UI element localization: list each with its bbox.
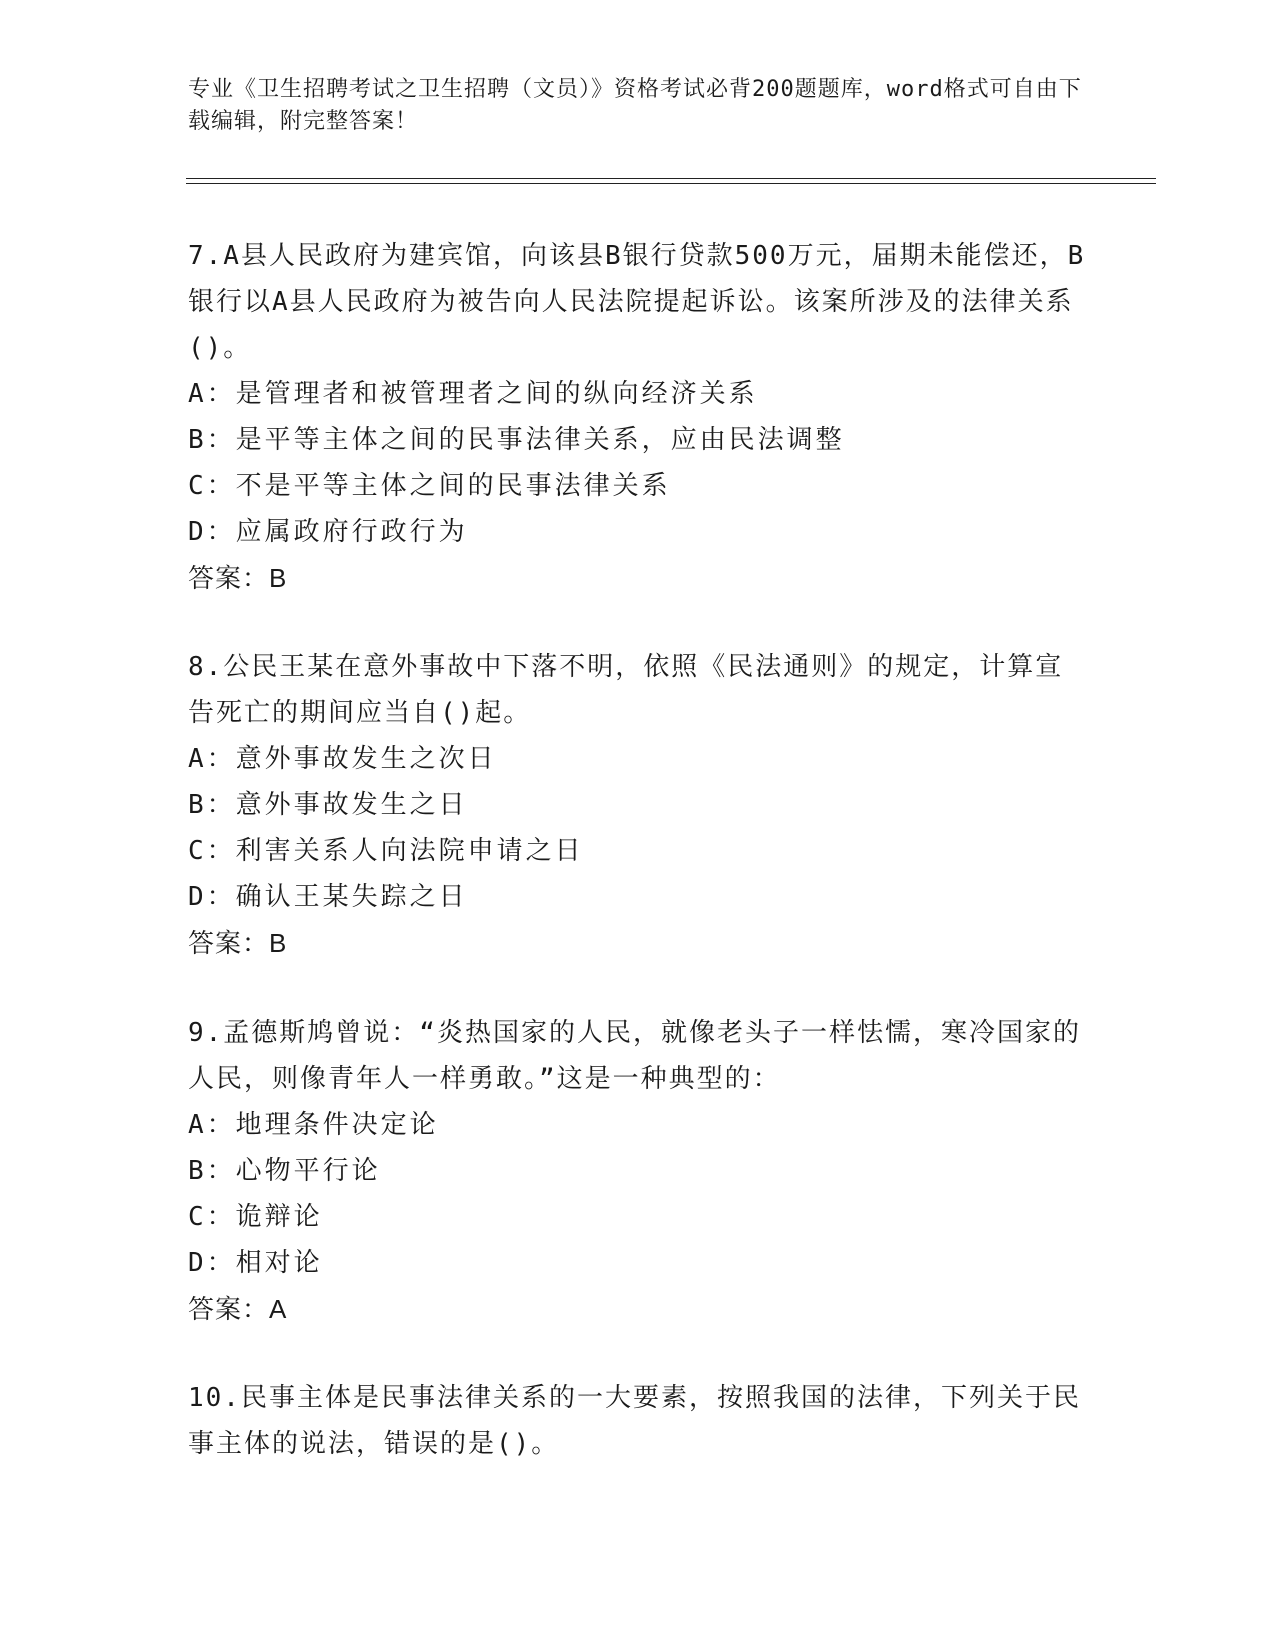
option-b: B：意外事故发生之日 (188, 790, 468, 820)
answer: 答案：A (188, 1294, 288, 1324)
question-9 (188, 1010, 1088, 1332)
option-c: C：诡辩论 (188, 1202, 323, 1232)
header-divider-bottom (186, 183, 1156, 184)
option-d: D：确认王某失踪之日 (188, 882, 468, 912)
option-a: A：是管理者和被管理者之间的纵向经济关系 (188, 379, 758, 409)
document-header: 专业《卫生招聘考试之卫生招聘（文员）》资格考试必背200题题库，word格式可自由下载编辑，附完整答案！ (188, 77, 1082, 134)
option-c: C：利害关系人向法院申请之日 (188, 836, 584, 866)
option-b: B：心物平行论 (188, 1156, 381, 1186)
question-text: 10.民事主体是民事法律关系的一大要素，按照我国的法律，下列关于民事主体的说法，错误的是()。 (188, 1383, 1081, 1459)
option-b: B：是平等主体之间的民事法律关系，应由民法调整 (188, 425, 845, 455)
option-d: D：应属政府行政行为 (188, 517, 468, 547)
answer: 答案：B (188, 563, 288, 593)
question-7 (188, 233, 1088, 601)
option-c: C：不是平等主体之间的民事法律关系 (188, 471, 671, 501)
question-text: 9.孟德斯鸠曾说：“炎热国家的人民，就像老头子一样怯懦，寒冷国家的人民，则像青年人一样勇敢。”这是一种典型的： (188, 1018, 1081, 1094)
question-8 (188, 644, 1088, 966)
header-divider-top (186, 178, 1156, 179)
question-text: 8.公民王某在意外事故中下落不明，依照《民法通则》的规定，计算宣告死亡的期间应当自()起。 (188, 652, 1064, 728)
answer: 答案：B (188, 928, 288, 958)
option-a: A：地理条件决定论 (188, 1110, 439, 1140)
question-text: 7.A县人民政府为建宾馆，向该县B银行贷款500万元，届期未能偿还，B银行以A县人民政府为被告向人民法院提起诉讼。该案所涉及的法律关系()。 (188, 241, 1086, 363)
option-a: A：意外事故发生之次日 (188, 744, 497, 774)
question-10 (188, 1375, 1088, 1467)
option-d: D：相对论 (188, 1248, 323, 1278)
